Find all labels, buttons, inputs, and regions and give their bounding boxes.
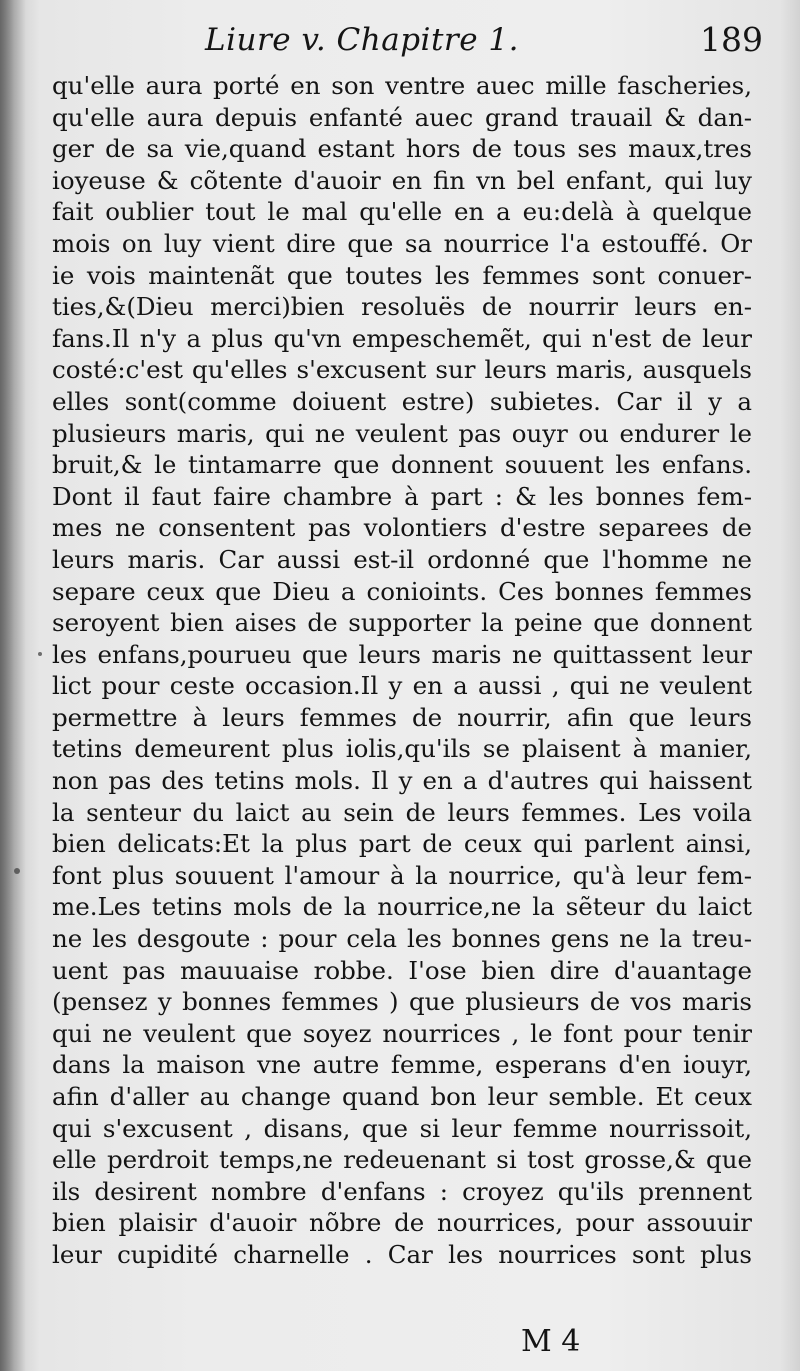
text-line: me.Les tetins mols de la nourrice,ne la sẽteur du laict <box>52 892 752 922</box>
text-line: plusieurs maris, qui ne veulent pas ouyr ou endurer le <box>52 418 752 448</box>
text-line: elles sont(comme doiuent estre) subietes. Car il y a <box>52 386 752 416</box>
text-line: tetins demeurent plus iolis,qu'ils se plaisent à manier, <box>52 734 752 764</box>
text-line: Dont il faut faire chambre à part : & les bonnes fem- <box>52 481 752 511</box>
text-line: afin d'aller au change quand bon leur semble. Et ceux <box>52 1082 752 1111</box>
text-line: elle perdroit temps,ne redeuenant si tost grosse,& que <box>52 1145 752 1175</box>
text-line: qui s'excusent , disans, que si leur femme nourrissoit, <box>52 1113 752 1143</box>
text-line: font plus souuent l'amour à la nourrice, qu'à leur fem- <box>52 860 752 890</box>
text-line: fait oublier tout le mal qu'elle en a eu:delà à quelque <box>52 197 752 227</box>
text-line: dans la maison vne autre femme, esperans d'en iouyr, <box>52 1050 752 1080</box>
text-line: ger de sa vie,quand estant hors de tous ses maux,tres <box>52 134 752 164</box>
signature-mark: M 4 <box>521 1324 581 1359</box>
text-line: ioyeuse & cõtente d'auoir en fin vn bel enfant, qui luy <box>52 165 752 195</box>
text-line: ie vois maintenãt que toutes les femmes sont conuer- <box>52 260 752 290</box>
text-line: uent pas mauuaise robbe. I'ose bien dire d'auantage <box>52 955 752 985</box>
text-line: les enfans,pourueu que leurs maris ne quittassent leur <box>52 639 752 669</box>
running-head: Liure v. Chapitre 1. <box>205 22 520 58</box>
text-line: separe ceux que Dieu a conioints. Ces bonnes femmes <box>52 576 752 606</box>
text-line: ne les desgoute : pour cela les bonnes gens ne la treu- <box>52 924 752 954</box>
text-line: qui ne veulent que soyez nourrices , le font pour tenir <box>52 1018 752 1048</box>
text-line: fans.Il n'y a plus qu'vn empeschemẽt, qui n'est de leur <box>52 323 752 353</box>
text-line: mois on luy vient dire que sa nourrice l'a estouffé. Or <box>52 228 752 258</box>
text-line: (pensez y bonnes femmes ) que plusieurs de vos maris <box>52 987 752 1017</box>
text-line: qu'elle aura depuis enfanté auec grand trauail & dan- <box>52 102 752 132</box>
text-line: ils desirent nombre d'enfans : croyez qu'ils prennent <box>52 1176 752 1206</box>
text-line: non pas des tetins mols. Il y en a d'autres qui haissent <box>52 766 752 796</box>
text-line: leur cupidité charnelle . Car les nourrices sont plus <box>52 1239 752 1269</box>
margin-speck <box>38 652 42 656</box>
page-number: 189 <box>700 20 763 59</box>
page-header <box>0 16 800 66</box>
text-line: lict pour ceste occasion.Il y en a aussi , qui ne veulent <box>52 671 752 701</box>
text-line: qu'elle aura porté en son ventre auec mille fascheries, <box>52 71 752 100</box>
margin-speck <box>14 868 20 874</box>
text-line: leurs maris. Car aussi est-il ordonné que l'homme ne <box>52 544 752 574</box>
text-line: mes ne consentent pas volontiers d'estre separees de <box>52 513 752 543</box>
text-line: bien delicats:Et la plus part de ceux qui parlent ainsi, <box>52 829 752 859</box>
gutter-shadow <box>0 0 26 1371</box>
text-line: permettre à leurs femmes de nourrir, afin que leurs <box>52 702 752 732</box>
text-line: bruit,& le tintamarre que donnent souuent les enfans. <box>52 450 752 480</box>
text-line: bien plaisir d'auoir nõbre de nourrices, pour assouuir <box>52 1208 752 1238</box>
text-line: seroyent bien aises de supporter la peine que donnent <box>52 608 752 638</box>
text-line: la senteur du laict au sein de leurs femmes. Les voila <box>52 797 752 827</box>
text-line: ties,&(Dieu merci)bien resoluës de nourrir leurs en- <box>52 292 752 322</box>
text-line: costé:c'est qu'elles s'excusent sur leurs maris, ausquels <box>52 355 752 385</box>
body-text <box>52 70 752 1271</box>
